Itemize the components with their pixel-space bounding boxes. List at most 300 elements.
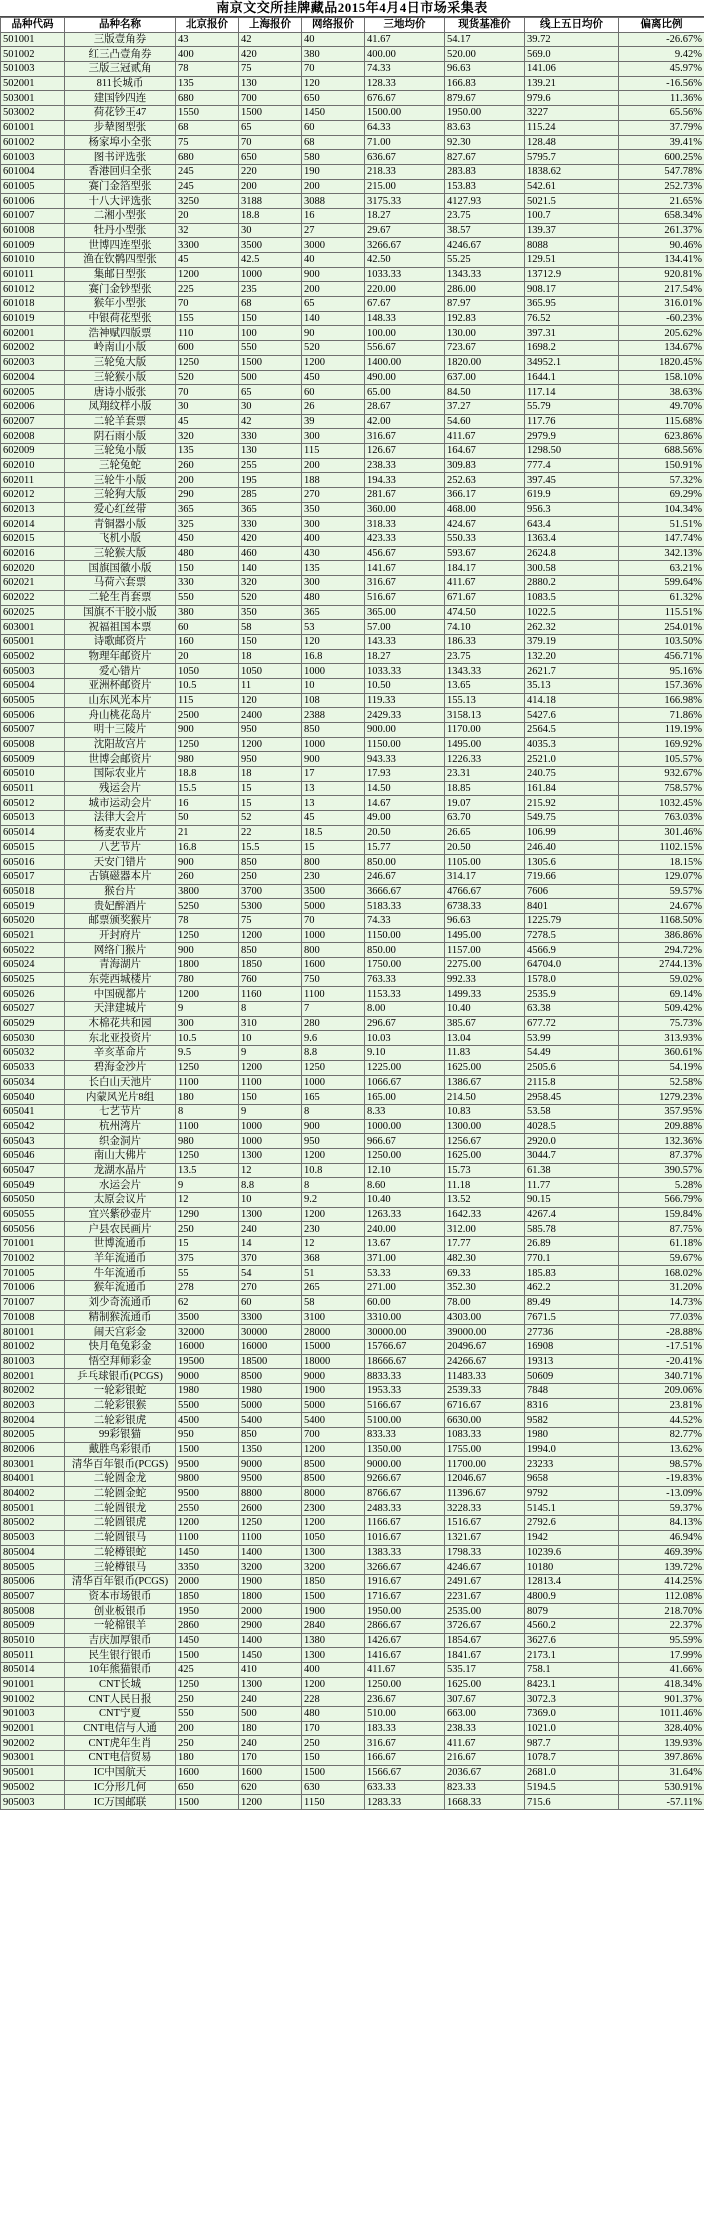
beijing-cell: 62	[176, 1295, 239, 1310]
code-cell: 602001	[1, 326, 65, 341]
online-cell: 250	[302, 1736, 365, 1751]
code-cell: 803001	[1, 1457, 65, 1472]
benchmark-cell: 283.83	[445, 164, 525, 179]
online-cell: 900	[302, 752, 365, 767]
online-cell: 10.8	[302, 1163, 365, 1178]
benchmark-cell: 593.67	[445, 546, 525, 561]
name-cell: 10年熊猫银币	[65, 1663, 176, 1678]
online-cell: 165	[302, 1090, 365, 1105]
online-cell: 1000	[302, 737, 365, 752]
name-cell: 资本市场银币	[65, 1589, 176, 1604]
beijing-cell: 3300	[176, 238, 239, 253]
benchmark-cell: 11.18	[445, 1178, 525, 1193]
code-cell: 605019	[1, 899, 65, 914]
name-cell: IC万国邮联	[65, 1795, 176, 1810]
shanghai-cell: 370	[239, 1251, 302, 1266]
beijing-cell: 1450	[176, 1633, 239, 1648]
online-cell: 270	[302, 488, 365, 503]
five-day-avg-cell: 979.6	[525, 91, 619, 106]
online-cell: 188	[302, 473, 365, 488]
table-row	[1, 91, 704, 106]
avg-cell: 1066.67	[365, 1075, 445, 1090]
code-cell: 901001	[1, 1677, 65, 1692]
shanghai-cell: 1000	[239, 1119, 302, 1134]
deviation-cell: 1011.46%	[619, 1707, 704, 1722]
five-day-avg-cell: 2979.9	[525, 429, 619, 444]
five-day-avg-cell: 50609	[525, 1369, 619, 1384]
shanghai-cell: 5000	[239, 1398, 302, 1413]
online-cell: 580	[302, 150, 365, 165]
shanghai-cell: 68	[239, 297, 302, 312]
five-day-avg-cell: 128.48	[525, 135, 619, 150]
online-cell: 40	[302, 32, 365, 47]
table-row	[1, 1383, 704, 1398]
online-cell: 1000	[302, 928, 365, 943]
beijing-cell: 900	[176, 943, 239, 958]
code-cell: 605002	[1, 649, 65, 664]
name-cell: 中银荷花型张	[65, 311, 176, 326]
benchmark-cell: 24266.67	[445, 1354, 525, 1369]
deviation-cell: 159.84%	[619, 1207, 704, 1222]
deviation-cell: 218.70%	[619, 1604, 704, 1619]
code-cell: 802002	[1, 1383, 65, 1398]
deviation-cell: 157.36%	[619, 678, 704, 693]
shanghai-cell: 550	[239, 341, 302, 356]
online-cell: 480	[302, 1707, 365, 1722]
shanghai-cell: 1300	[239, 1677, 302, 1692]
name-cell: 二轮圆银龙	[65, 1501, 176, 1516]
shanghai-cell: 3700	[239, 884, 302, 899]
five-day-avg-cell: 2880.2	[525, 576, 619, 591]
code-cell: 605015	[1, 840, 65, 855]
code-cell: 601011	[1, 267, 65, 282]
online-cell: 27	[302, 223, 365, 238]
header-5day-avg: 线上五日均价	[525, 18, 619, 33]
table-row	[1, 429, 704, 444]
benchmark-cell: 54.60	[445, 414, 525, 429]
deviation-cell: 1279.23%	[619, 1090, 704, 1105]
online-cell: 900	[302, 1119, 365, 1134]
code-cell: 605010	[1, 767, 65, 782]
shanghai-cell: 1980	[239, 1383, 302, 1398]
online-cell: 16.8	[302, 649, 365, 664]
benchmark-cell: 74.10	[445, 620, 525, 635]
name-cell: 东莞西城楼片	[65, 972, 176, 987]
five-day-avg-cell: 27736	[525, 1325, 619, 1340]
five-day-avg-cell: 2792.6	[525, 1516, 619, 1531]
five-day-avg-cell: 13712.9	[525, 267, 619, 282]
avg-cell: 1000.00	[365, 1119, 445, 1134]
table-row	[1, 723, 704, 738]
name-cell: 杨麦农业片	[65, 825, 176, 840]
beijing-cell: 43	[176, 32, 239, 47]
table-row	[1, 1692, 704, 1707]
deviation-cell: 52.58%	[619, 1075, 704, 1090]
deviation-cell: 38.63%	[619, 385, 704, 400]
name-cell: 三版壹角券	[65, 32, 176, 47]
online-cell: 1850	[302, 1574, 365, 1589]
deviation-cell: 119.19%	[619, 723, 704, 738]
online-cell: 53	[302, 620, 365, 635]
benchmark-cell: 17.77	[445, 1237, 525, 1252]
avg-cell: 1953.33	[365, 1383, 445, 1398]
shanghai-cell: 42	[239, 414, 302, 429]
benchmark-cell: 1668.33	[445, 1795, 525, 1810]
code-cell: 501003	[1, 62, 65, 77]
avg-cell: 316.67	[365, 1736, 445, 1751]
code-cell: 605047	[1, 1163, 65, 1178]
online-cell: 3500	[302, 884, 365, 899]
deviation-cell: 147.74%	[619, 532, 704, 547]
benchmark-cell: 92.30	[445, 135, 525, 150]
code-cell: 601005	[1, 179, 65, 194]
benchmark-cell: 663.00	[445, 1707, 525, 1722]
benchmark-cell: 411.67	[445, 576, 525, 591]
code-cell: 901003	[1, 1707, 65, 1722]
shanghai-cell: 240	[239, 1736, 302, 1751]
five-day-avg-cell: 643.4	[525, 517, 619, 532]
avg-cell: 833.33	[365, 1428, 445, 1443]
beijing-cell: 8	[176, 1104, 239, 1119]
table-row	[1, 1178, 704, 1193]
benchmark-cell: 10.83	[445, 1104, 525, 1119]
table-row	[1, 1046, 704, 1061]
beijing-cell: 16	[176, 796, 239, 811]
shanghai-cell: 70	[239, 135, 302, 150]
benchmark-cell: 96.63	[445, 62, 525, 77]
five-day-avg-cell: 397.45	[525, 473, 619, 488]
avg-cell: 1500.00	[365, 106, 445, 121]
beijing-cell: 20	[176, 208, 239, 223]
benchmark-cell: 1386.67	[445, 1075, 525, 1090]
avg-cell: 194.33	[365, 473, 445, 488]
deviation-cell: 95.16%	[619, 664, 704, 679]
benchmark-cell: 11700.00	[445, 1457, 525, 1472]
beijing-cell: 55	[176, 1266, 239, 1281]
avg-cell: 14.67	[365, 796, 445, 811]
table-row	[1, 1163, 704, 1178]
deviation-cell: 69.29%	[619, 488, 704, 503]
shanghai-cell: 1200	[239, 737, 302, 752]
five-day-avg-cell: 10180	[525, 1560, 619, 1575]
online-cell: 8500	[302, 1457, 365, 1472]
five-day-avg-cell: 23233	[525, 1457, 619, 1472]
online-cell: 70	[302, 62, 365, 77]
five-day-avg-cell: 5145.1	[525, 1501, 619, 1516]
table-row	[1, 752, 704, 767]
online-cell: 70	[302, 913, 365, 928]
beijing-cell: 78	[176, 62, 239, 77]
online-cell: 300	[302, 576, 365, 591]
code-cell: 605034	[1, 1075, 65, 1090]
shanghai-cell: 1160	[239, 987, 302, 1002]
benchmark-cell: 823.33	[445, 1780, 525, 1795]
beijing-cell: 75	[176, 135, 239, 150]
five-day-avg-cell: 379.19	[525, 634, 619, 649]
five-day-avg-cell: 9582	[525, 1413, 619, 1428]
code-cell: 802001	[1, 1369, 65, 1384]
five-day-avg-cell: 8088	[525, 238, 619, 253]
table-row	[1, 1354, 704, 1369]
beijing-cell: 2550	[176, 1501, 239, 1516]
table-row	[1, 958, 704, 973]
online-cell: 17	[302, 767, 365, 782]
deviation-cell: 112.08%	[619, 1589, 704, 1604]
online-cell: 480	[302, 590, 365, 605]
avg-cell: 360.00	[365, 502, 445, 517]
deviation-cell: 357.95%	[619, 1104, 704, 1119]
benchmark-cell: 314.17	[445, 869, 525, 884]
name-cell: 三轮牛小版	[65, 473, 176, 488]
table-row	[1, 1707, 704, 1722]
deviation-cell: 340.71%	[619, 1369, 704, 1384]
name-cell: 二轮羊套票	[65, 414, 176, 429]
code-cell: 902002	[1, 1736, 65, 1751]
benchmark-cell: 723.67	[445, 341, 525, 356]
name-cell: 二轮樽银蛇	[65, 1545, 176, 1560]
beijing-cell: 160	[176, 634, 239, 649]
deviation-cell: 209.88%	[619, 1119, 704, 1134]
code-cell: 502001	[1, 76, 65, 91]
deviation-cell: 51.51%	[619, 517, 704, 532]
deviation-cell: 254.01%	[619, 620, 704, 635]
five-day-avg-cell: 185.83	[525, 1266, 619, 1281]
name-cell: 网络门猴片	[65, 943, 176, 958]
code-cell: 605009	[1, 752, 65, 767]
code-cell: 805014	[1, 1663, 65, 1678]
deviation-cell: 209.06%	[619, 1383, 704, 1398]
deviation-cell: 31.20%	[619, 1281, 704, 1296]
code-cell: 801003	[1, 1354, 65, 1369]
shanghai-cell: 2600	[239, 1501, 302, 1516]
online-cell: 28000	[302, 1325, 365, 1340]
code-cell: 601018	[1, 297, 65, 312]
five-day-avg-cell: 12813.4	[525, 1574, 619, 1589]
shanghai-cell: 130	[239, 443, 302, 458]
beijing-cell: 550	[176, 590, 239, 605]
avg-cell: 490.00	[365, 370, 445, 385]
table-row	[1, 1560, 704, 1575]
deviation-cell: 5.28%	[619, 1178, 704, 1193]
beijing-cell: 980	[176, 1134, 239, 1149]
shanghai-cell: 18.8	[239, 208, 302, 223]
five-day-avg-cell: 4566.9	[525, 943, 619, 958]
code-cell: 805008	[1, 1604, 65, 1619]
deviation-cell: 11.36%	[619, 91, 704, 106]
deviation-cell: -13.09%	[619, 1486, 704, 1501]
name-cell: CNT电信与人通	[65, 1721, 176, 1736]
deviation-cell: 456.71%	[619, 649, 704, 664]
shanghai-cell: 15	[239, 796, 302, 811]
deviation-cell: 57.32%	[619, 473, 704, 488]
benchmark-cell: 4303.00	[445, 1310, 525, 1325]
shanghai-cell: 5300	[239, 899, 302, 914]
avg-cell: 636.67	[365, 150, 445, 165]
avg-cell: 316.67	[365, 429, 445, 444]
name-cell: 杨家埠小全张	[65, 135, 176, 150]
shanghai-cell: 15	[239, 781, 302, 796]
beijing-cell: 155	[176, 311, 239, 326]
online-cell: 380	[302, 47, 365, 62]
beijing-cell: 1100	[176, 1119, 239, 1134]
deviation-cell: 168.02%	[619, 1266, 704, 1281]
deviation-cell: 316.01%	[619, 297, 704, 312]
beijing-cell: 320	[176, 429, 239, 444]
table-row	[1, 1075, 704, 1090]
benchmark-cell: 352.30	[445, 1281, 525, 1296]
five-day-avg-cell: 585.78	[525, 1222, 619, 1237]
deviation-cell: 14.73%	[619, 1295, 704, 1310]
table-row	[1, 473, 704, 488]
avg-cell: 296.67	[365, 1016, 445, 1031]
code-cell: 805001	[1, 1501, 65, 1516]
name-cell: 羊年流通币	[65, 1251, 176, 1266]
five-day-avg-cell: 619.9	[525, 488, 619, 503]
deviation-cell: 1032.45%	[619, 796, 704, 811]
code-cell: 605006	[1, 708, 65, 723]
benchmark-cell: 1841.67	[445, 1648, 525, 1663]
benchmark-cell: 286.00	[445, 282, 525, 297]
name-cell: 猴年小型张	[65, 297, 176, 312]
online-cell: 750	[302, 972, 365, 987]
deviation-cell: 328.40%	[619, 1721, 704, 1736]
shanghai-cell: 75	[239, 913, 302, 928]
shanghai-cell: 420	[239, 532, 302, 547]
five-day-avg-cell: 1021.0	[525, 1721, 619, 1736]
table-row	[1, 1222, 704, 1237]
beijing-cell: 900	[176, 855, 239, 870]
five-day-avg-cell: 777.4	[525, 458, 619, 473]
benchmark-cell: 3158.13	[445, 708, 525, 723]
code-cell: 701001	[1, 1237, 65, 1252]
online-cell: 26	[302, 399, 365, 414]
code-cell: 605007	[1, 723, 65, 738]
name-cell: 古镇磁器本片	[65, 869, 176, 884]
code-cell: 601001	[1, 120, 65, 135]
table-row	[1, 649, 704, 664]
table-row	[1, 1325, 704, 1340]
code-cell: 605018	[1, 884, 65, 899]
online-cell: 265	[302, 1281, 365, 1296]
shanghai-cell: 58	[239, 620, 302, 635]
online-cell: 400	[302, 532, 365, 547]
table-row	[1, 1369, 704, 1384]
name-cell: 刘少奇流通币	[65, 1295, 176, 1310]
table-row	[1, 781, 704, 796]
five-day-avg-cell: 89.49	[525, 1295, 619, 1310]
online-cell: 230	[302, 869, 365, 884]
shanghai-cell: 460	[239, 546, 302, 561]
five-day-avg-cell: 908.17	[525, 282, 619, 297]
name-cell: CNT人民日报	[65, 1692, 176, 1707]
table-row	[1, 194, 704, 209]
five-day-avg-cell: 4800.9	[525, 1589, 619, 1604]
beijing-cell: 135	[176, 76, 239, 91]
table-row	[1, 634, 704, 649]
code-cell: 605012	[1, 796, 65, 811]
avg-cell: 900.00	[365, 723, 445, 738]
table-row	[1, 1472, 704, 1487]
online-cell: 850	[302, 723, 365, 738]
benchmark-cell: 4246.67	[445, 238, 525, 253]
name-cell: 二轮彩银虎	[65, 1413, 176, 1428]
code-cell: 901002	[1, 1692, 65, 1707]
code-cell: 601006	[1, 194, 65, 209]
five-day-avg-cell: 1838.62	[525, 164, 619, 179]
name-cell: 爱心错片	[65, 664, 176, 679]
benchmark-cell: 550.33	[445, 532, 525, 547]
five-day-avg-cell: 132.20	[525, 649, 619, 664]
shanghai-cell: 1800	[239, 1589, 302, 1604]
header-beijing: 北京报价	[176, 18, 239, 33]
deviation-cell: 115.68%	[619, 414, 704, 429]
benchmark-cell: 26.65	[445, 825, 525, 840]
beijing-cell: 70	[176, 385, 239, 400]
avg-cell: 12.10	[365, 1163, 445, 1178]
deviation-cell: 41.66%	[619, 1663, 704, 1678]
shanghai-cell: 8800	[239, 1486, 302, 1501]
shanghai-cell: 2900	[239, 1618, 302, 1633]
code-cell: 802004	[1, 1413, 65, 1428]
deviation-cell: 418.34%	[619, 1677, 704, 1692]
five-day-avg-cell: 8423.1	[525, 1677, 619, 1692]
benchmark-cell: 15.73	[445, 1163, 525, 1178]
beijing-cell: 1550	[176, 106, 239, 121]
name-cell: 香港回归全张	[65, 164, 176, 179]
avg-cell: 53.33	[365, 1266, 445, 1281]
benchmark-cell: 192.83	[445, 311, 525, 326]
five-day-avg-cell: 2505.6	[525, 1060, 619, 1075]
name-cell: 杭州湾片	[65, 1119, 176, 1134]
online-cell: 2840	[302, 1618, 365, 1633]
benchmark-cell: 1343.33	[445, 267, 525, 282]
shanghai-cell: 1000	[239, 1134, 302, 1149]
code-cell: 602012	[1, 488, 65, 503]
benchmark-cell: 55.25	[445, 253, 525, 268]
five-day-avg-cell: 956.3	[525, 502, 619, 517]
shanghai-cell: 52	[239, 811, 302, 826]
online-cell: 1200	[302, 1207, 365, 1222]
code-cell: 605011	[1, 781, 65, 796]
code-cell: 602016	[1, 546, 65, 561]
code-cell: 801001	[1, 1325, 65, 1340]
benchmark-cell: 474.50	[445, 605, 525, 620]
avg-cell: 1225.00	[365, 1060, 445, 1075]
beijing-cell: 1500	[176, 1442, 239, 1457]
deviation-cell: 763.03%	[619, 811, 704, 826]
shanghai-cell: 150	[239, 634, 302, 649]
deviation-cell: -28.88%	[619, 1325, 704, 1340]
deviation-cell: -17.51%	[619, 1339, 704, 1354]
five-day-avg-cell: 246.40	[525, 840, 619, 855]
benchmark-cell: 1798.33	[445, 1545, 525, 1560]
code-cell: 605020	[1, 913, 65, 928]
name-cell: 贵妃醉酒片	[65, 899, 176, 914]
online-cell: 51	[302, 1266, 365, 1281]
deviation-cell: 75.73%	[619, 1016, 704, 1031]
online-cell: 8	[302, 1178, 365, 1193]
code-cell: 605056	[1, 1222, 65, 1237]
beijing-cell: 900	[176, 723, 239, 738]
name-cell: 二湘小型张	[65, 208, 176, 223]
table-row	[1, 620, 704, 635]
shanghai-cell: 1850	[239, 958, 302, 973]
beijing-cell: 1800	[176, 958, 239, 973]
code-cell: 801002	[1, 1339, 65, 1354]
deviation-cell: 132.36%	[619, 1134, 704, 1149]
beijing-cell: 260	[176, 869, 239, 884]
benchmark-cell: 23.75	[445, 649, 525, 664]
